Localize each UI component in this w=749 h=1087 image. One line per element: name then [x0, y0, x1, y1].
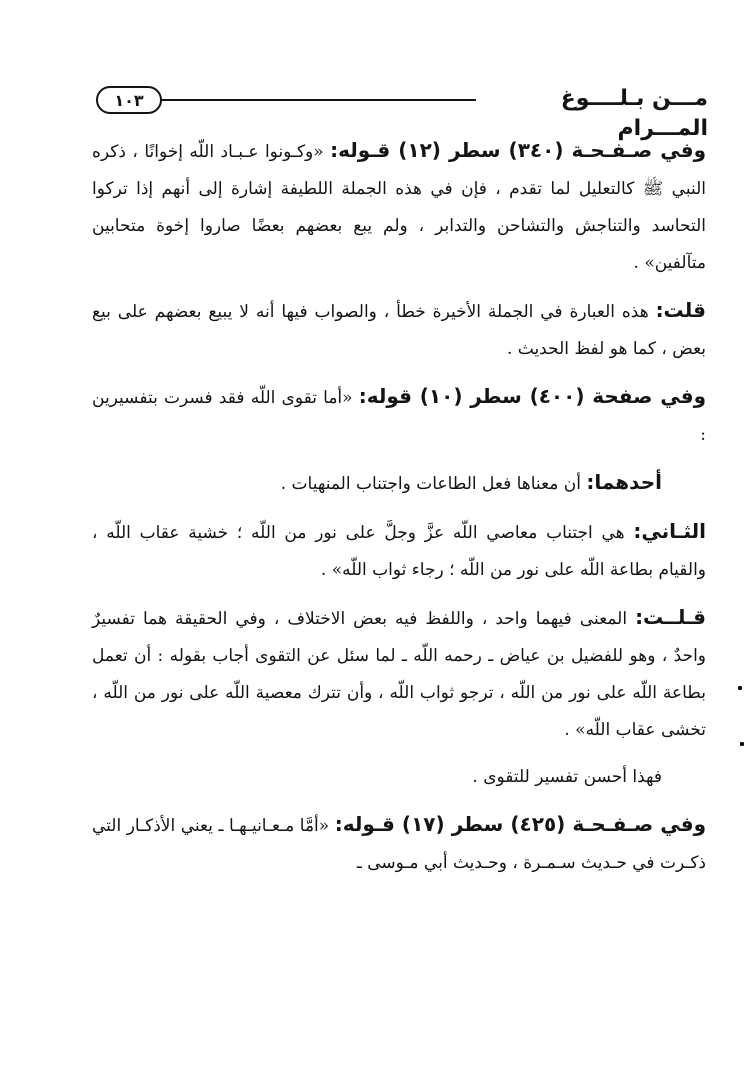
paragraph-lead: وفي صـفـحـة (٣٤٠) سطر (١٢) قـوله: — [330, 138, 706, 162]
paragraph-page-425 — [92, 806, 706, 882]
paragraph-text: «أمَّا مـعـانيـهـا ـ يعني الأذكـار التي ذكـرت في حـديث سـمـرة ، وحـديث أبي مـوسى ـ — [92, 816, 706, 873]
paragraph-text: هذه العبارة في الجملة الأخيرة خطأ ، والصواب فيها أنه لا يبيع بعضهم على بيع بعض ، كما هو لفظ الحديث . — [92, 302, 706, 359]
paragraph-text: «أما تقوى اللّه فقد فسرت بتفسيرين : — [92, 388, 706, 445]
paragraph-second-meaning — [92, 513, 706, 589]
header-rule — [160, 99, 476, 101]
paragraph-comment-2 — [92, 599, 706, 749]
paragraph-text: أن معناها فعل الطاعات واجتناب المنهيات . — [280, 474, 587, 494]
running-header — [96, 84, 708, 141]
paragraph-lead: أحدهما: — [586, 470, 662, 494]
paragraph-lead: وفي صفحة (٤٠٠) سطر (١٠) قوله: — [358, 384, 707, 408]
paragraph-comment-1 — [92, 292, 706, 368]
paragraph-first-meaning — [92, 464, 706, 503]
paragraph-page-400 — [92, 378, 706, 454]
paragraph-conclusion — [92, 759, 706, 796]
paragraph-text: المعنى فيهما واحد ، واللفظ فيه بعض الاختلاف ، وفي الحقيقة هما تفسيرٌ واحدٌ ، وهو للفضيل بن عياض ـ رحمه اللّه ـ لما سئل عن التقوى أجاب بقوله : أن تعمل بطاعة اللّه على نور من اللّه ، ترجو ثواب اللّه ، وأن تترك معصية اللّه على نور من اللّه ، تخشى عقاب اللّه» . — [92, 609, 706, 740]
paragraph-text: فهذا أحسن تفسير للتقوى . — [472, 767, 662, 787]
paragraph-text: هي اجتناب معاصي اللّه عزَّ وجلَّ على نور من اللّه ؛ خشية عقاب اللّه ، والقيام بطاعة اللّه على نور من اللّه ؛ رجاء ثواب اللّه» . — [92, 523, 706, 580]
running-title: مـــن بـلــــوغ المـــرام — [560, 86, 708, 141]
paragraph-lead: الثـاني: — [633, 519, 706, 543]
paragraph-lead: وفي صـفـحـة (٤٢٥) سطر (١٧) قـوله: — [334, 812, 706, 836]
paragraph-text: «وكـونوا عـبـاد اللّه إخوانًا ، ذكره النبي ﷺ كالتعليل لما تقدم ، فإن في هذه الجملة اللطيفة إشارة إلى أنهم إذا تركوا التحاسد والتناجش والتشاحن والتدابر ، ولم يبع بعضهم بعضًا صاروا إخوة متحابين متآلفين» . — [92, 142, 706, 273]
paragraph-lead: قـلــت: — [635, 605, 706, 629]
page-number: ١٠٣ — [96, 86, 162, 114]
paragraph-page-340 — [92, 132, 706, 282]
margin-speck — [740, 742, 744, 746]
margin-speck — [738, 686, 742, 690]
paragraph-lead: قلت: — [655, 298, 706, 322]
body-text — [92, 132, 706, 892]
